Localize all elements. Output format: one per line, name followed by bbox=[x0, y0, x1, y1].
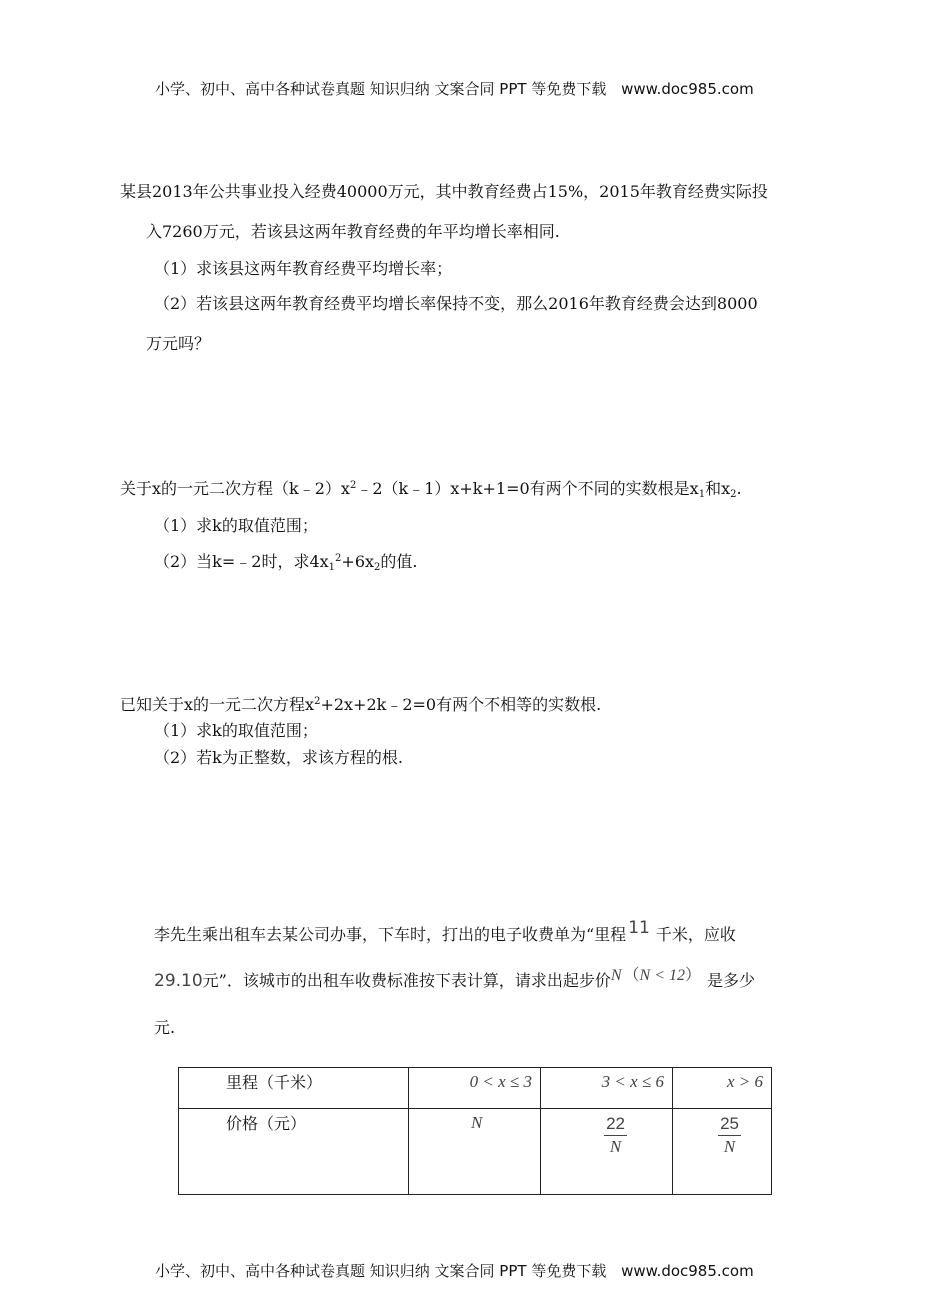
table-cell bbox=[541, 1109, 673, 1195]
price-cell-3: $\frac{25}{N}$ bbox=[720, 1114, 739, 1156]
header-site-link[interactable]: www.doc985.com bbox=[621, 80, 754, 98]
table-cell bbox=[179, 1068, 409, 1109]
q3-part2: （2）若k为正整数，求该方程的根. bbox=[154, 748, 403, 767]
table-cell bbox=[409, 1109, 541, 1195]
range-col-1: 0 < x ≤ 3 bbox=[469, 1072, 532, 1091]
table-cell bbox=[409, 1068, 541, 1109]
header-label: 里程（千米） bbox=[226, 1073, 323, 1092]
header-text: 小学、初中、高中各种试卷真题 知识归纳 文案合同 PPT 等免费下载 bbox=[155, 80, 607, 98]
footer-text: 小学、初中、高中各种试卷真题 知识归纳 文案合同 PPT 等免费下载 bbox=[155, 1262, 607, 1280]
table-cell bbox=[541, 1068, 673, 1109]
q1-part2: （2）若该县这两年教育经费平均增长率保持不变，那么2016年教育经费会达到8000 bbox=[154, 294, 758, 313]
table-cell bbox=[673, 1068, 772, 1109]
q2-part2: （2）当k=﹣2时，求$4x_1^2+6x_2$的值. bbox=[154, 552, 418, 573]
range-col-3: x > 6 bbox=[726, 1072, 763, 1091]
q1-part2-cont: 万元吗？ bbox=[146, 334, 211, 353]
table-cell bbox=[673, 1109, 772, 1195]
q4-line2: 29.10元”．该城市的出租车收费标准按下表计算，请求出起步价N （N < 12） 是多少 bbox=[154, 965, 756, 991]
price-cell-2: $\frac{22}{N}$ bbox=[606, 1114, 625, 1156]
q3-stem: 已知关于x的一元二次方程$x^2+2x+2k﹣2=0$有两个不相等的实数根. bbox=[120, 695, 602, 714]
q4-line3: 元. bbox=[154, 1018, 176, 1037]
table-cell bbox=[179, 1109, 409, 1195]
q1-line2: 入7260万元，若该县这两年教育经费的年平均增长率相同. bbox=[146, 222, 560, 241]
page-header bbox=[155, 78, 754, 99]
price-cell-1: N bbox=[471, 1113, 483, 1132]
q4-fare-value: 29.10 bbox=[154, 971, 203, 991]
fare-table bbox=[178, 1067, 772, 1195]
footer-site-link[interactable]: www.doc985.com bbox=[621, 1262, 754, 1280]
price-label: 价格（元） bbox=[226, 1114, 307, 1133]
q3-part1: （1）求k的取值范围； bbox=[154, 721, 318, 740]
q1-part1: （1）求该县这两年教育经费平均增长率； bbox=[154, 259, 453, 278]
table-row bbox=[179, 1109, 772, 1195]
q1-line1: 某县2013年公共事业投入经费40000万元，其中教育经费占15%，2015年教育经费实际投 bbox=[120, 182, 768, 201]
page-footer bbox=[155, 1260, 754, 1281]
q4-math-cond: （N < 12） bbox=[623, 965, 702, 984]
q4-line1: 李先生乘出租车去某公司办事，下车时，打出的电子收费单为“里程 11 千米，应收 bbox=[154, 918, 736, 944]
q2-stem: 关于x的一元二次方程$(k﹣2)x^2﹣2(k﹣1)x+k+1=0$有两个不同的实数根是$x_1$和$x_2$. bbox=[120, 479, 742, 500]
q4-distance-value: 11 bbox=[628, 918, 650, 938]
table-row bbox=[179, 1068, 772, 1109]
range-col-2: 3 < x ≤ 6 bbox=[601, 1072, 664, 1091]
q2-part1: （1）求k的取值范围； bbox=[154, 516, 318, 535]
q4-math-var: N bbox=[610, 967, 622, 984]
